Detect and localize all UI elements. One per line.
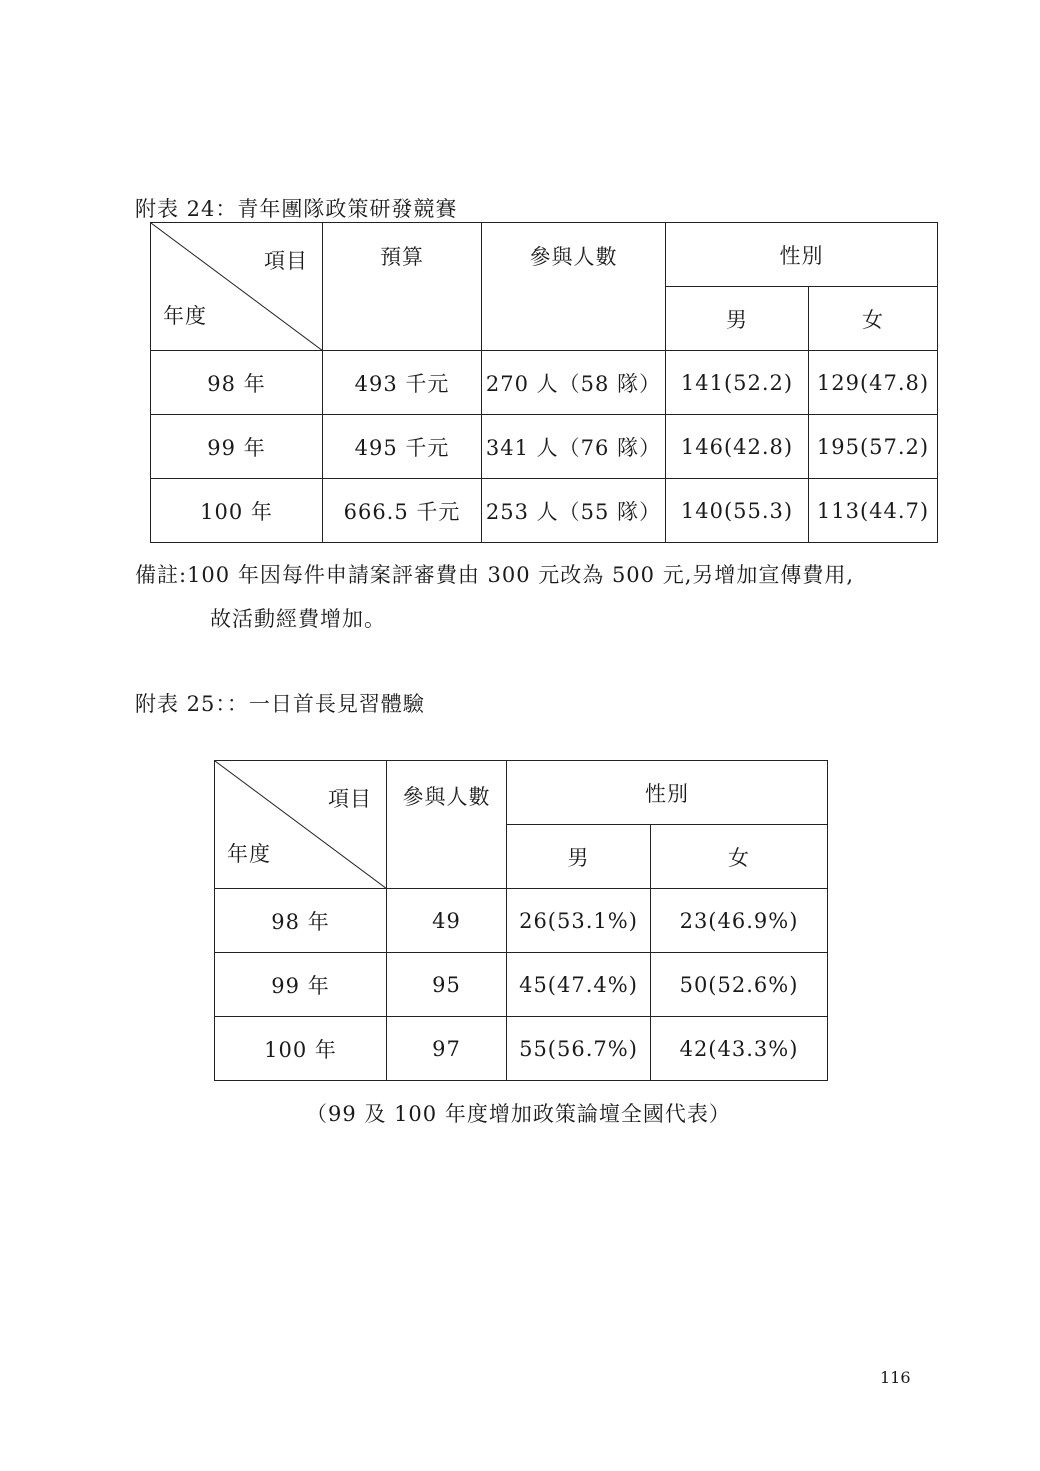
page-number: 116	[880, 1368, 911, 1387]
cell-participants: 341 人（76 隊）	[482, 415, 666, 479]
cell-female: 23(46.9%)	[651, 889, 828, 953]
cell-male: 45(47.4%)	[507, 953, 651, 1017]
table25-caption: 附表 25：：一日首長見習體驗	[135, 692, 425, 716]
corner-label-year: 年度	[227, 842, 271, 866]
header-female: 女	[651, 825, 828, 889]
cell-female: 113(44.7)	[809, 479, 938, 543]
table24	[150, 222, 938, 543]
table-row	[151, 351, 938, 415]
header-participants: 參與人數	[482, 223, 666, 351]
cell-year: 98 年	[151, 351, 323, 415]
cell-budget: 493 千元	[323, 351, 482, 415]
cell-male: 146(42.8)	[666, 415, 809, 479]
cell-female: 195(57.2)	[809, 415, 938, 479]
table24-note-line1: 備註:100 年因每件申請案評審費由 300 元改為 500 元,另增加宣傳費用,	[135, 563, 855, 587]
table25	[214, 760, 828, 1081]
header-male: 男	[507, 825, 651, 889]
cell-participants: 97	[387, 1017, 507, 1081]
corner-label-item: 項目	[264, 249, 308, 273]
cell-male: 140(55.3)	[666, 479, 809, 543]
table24-caption: 附表 24：青年團隊政策研發競賽	[135, 197, 458, 221]
cell-participants: 270 人（58 隊）	[482, 351, 666, 415]
cell-year: 98 年	[215, 889, 387, 953]
cell-male: 55(56.7%)	[507, 1017, 651, 1081]
cell-female: 129(47.8)	[809, 351, 938, 415]
diagonal-line	[151, 223, 323, 351]
table-row	[151, 479, 938, 543]
table-row	[215, 889, 828, 953]
header-gender: 性別	[666, 223, 938, 287]
table25-corner-cell	[215, 761, 387, 889]
cell-budget: 666.5 千元	[323, 479, 482, 543]
diagonal-line	[215, 761, 387, 889]
header-male: 男	[666, 287, 809, 351]
cell-female: 42(43.3%)	[651, 1017, 828, 1081]
cell-participants: 253 人（55 隊）	[482, 479, 666, 543]
table-row	[215, 953, 828, 1017]
table-row	[151, 415, 938, 479]
cell-participants: 49	[387, 889, 507, 953]
cell-female: 50(52.6%)	[651, 953, 828, 1017]
cell-year: 99 年	[151, 415, 323, 479]
table24-corner-cell	[151, 223, 323, 351]
cell-year: 100 年	[215, 1017, 387, 1081]
cell-participants: 95	[387, 953, 507, 1017]
corner-label-item: 項目	[328, 787, 372, 811]
header-gender: 性別	[507, 761, 828, 825]
cell-male: 26(53.1%)	[507, 889, 651, 953]
header-participants: 參與人數	[387, 761, 507, 889]
cell-budget: 495 千元	[323, 415, 482, 479]
header-female: 女	[809, 287, 938, 351]
header-budget: 預算	[323, 223, 482, 351]
table-row	[215, 1017, 828, 1081]
cell-male: 141(52.2)	[666, 351, 809, 415]
corner-label-year: 年度	[163, 304, 207, 328]
table25-note: （99 及 100 年度增加政策論壇全國代表）	[306, 1102, 731, 1126]
cell-year: 100 年	[151, 479, 323, 543]
table24-note-line2: 故活動經費增加。	[210, 607, 386, 631]
cell-year: 99 年	[215, 953, 387, 1017]
